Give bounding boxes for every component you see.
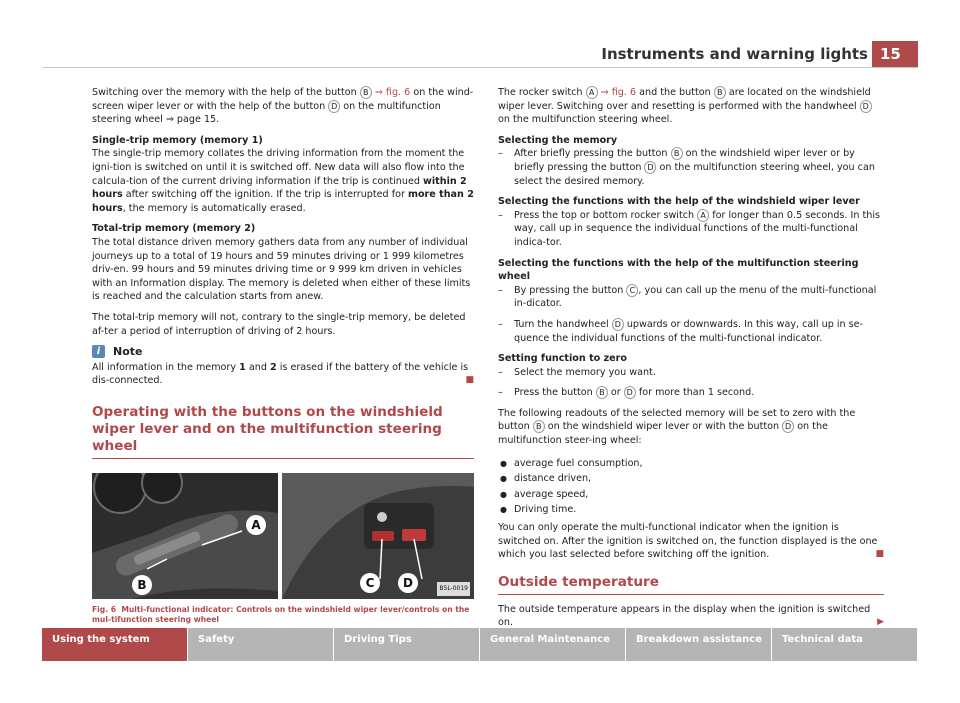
total-trip-heading: Total-trip memory (memory 2) xyxy=(92,223,256,235)
handwheel-d-label: D xyxy=(860,100,872,113)
button-b-label: B xyxy=(596,386,608,399)
tab-breakdown-assistance[interactable]: Breakdown assistance xyxy=(626,628,772,661)
note-heading: i Note xyxy=(92,345,474,359)
readouts-paragraph: The following readouts of the selected memory will be set to zero with the button B on the windshield wiper lever or with the button D on the multifunction steer-ing wheel: xyxy=(498,407,856,447)
total-trip-paragraph-2: The total-trip memory will not, contrary to the single-trip memory, be deleted af-ter a period of interruption of driving of 2 hours. xyxy=(92,311,466,337)
tab-driving-tips[interactable]: Driving Tips xyxy=(334,628,480,661)
figure-code: B5L-0019 xyxy=(437,582,470,596)
list-item: – Turn the handwheel D upwards or downwards. In this way, call up in se-quence the individual functions of the multi-functional indicator. xyxy=(498,318,864,344)
continue-arrow-icon: ▶ xyxy=(877,617,884,628)
handwheel-d-label: D xyxy=(612,318,624,331)
left-column xyxy=(92,86,474,625)
rocker-intro-paragraph: The rocker switch A ⇒ fig. 6 and the button B are located on the windshield wiper lever. Switching over and resetting is performed with the handwheel D on the multifunction steering wheel. xyxy=(498,87,871,126)
list-item: ● distance driven, xyxy=(500,473,592,485)
button-b-label: B xyxy=(360,86,372,99)
readouts-list xyxy=(498,457,884,517)
right-column xyxy=(498,86,884,637)
section-end-icon: ■ xyxy=(465,375,474,386)
list-item: – Press the top or bottom rocker switch A for longer than 0.5 seconds. In this way, call up in sequence the individual functions of the multi-functional indica-tor. xyxy=(498,209,880,248)
tab-technical-data[interactable]: Technical data xyxy=(772,628,918,661)
section-end-icon: ■ xyxy=(875,549,884,560)
wheel-functions-heading: Selecting the functions with the help of the multifunction steering wheel xyxy=(498,257,859,283)
list-item: – Select the memory you want. xyxy=(498,366,656,378)
tab-safety[interactable]: Safety xyxy=(188,628,334,661)
button-b-label: B xyxy=(533,420,545,433)
outside-temperature-paragraph: The outside temperature appears in the display when the ignition is switched on. ▶ xyxy=(498,603,884,629)
fig-6-link[interactable]: ⇒ fig. 6 xyxy=(374,87,411,98)
page-header-title: Instruments and warning lights xyxy=(601,45,868,63)
list-item: – By pressing the button C , you can call up the menu of the multi-functional in-dicator. xyxy=(498,284,877,310)
figure-caption: Fig. 6 Multi-functional indicator: Controls on the windshield wiper lever/controls on the mul-tifunction steering wheel xyxy=(92,604,470,624)
button-b-label: B xyxy=(714,86,726,99)
figure-label-d: D xyxy=(398,573,418,593)
single-trip-paragraph: The single-trip memory collates the driving information from the moment the igni-tion is switched on until it is switched off. New data will also flow into the calcula-tion of the current driving information if the trip is continued within 2 hours after switching off the ignition. If the trip is interrupted for more than 2 hours, the memory is automatically erased. xyxy=(92,148,474,214)
total-trip-paragraph-1: The total distance driven memory gathers data from any number of individual journeys up to a total of 19 hours and 59 minutes driving or 1 999 kilometres driv-en. 99 hours and 59 minutes driving time or 9 999 km driven in vehicles with an Information display. The memory is deleted when either of these limits is reached and the calculation starts from anew. xyxy=(92,236,471,303)
button-d-label: D xyxy=(644,161,656,174)
section-title-outside-temperature: Outside temperature xyxy=(498,574,884,595)
figure-6 xyxy=(92,473,474,599)
info-icon: i xyxy=(92,345,105,358)
section-title-operating: Operating with the buttons on the windshield wiper lever and on the multifunction steering wheel xyxy=(92,404,474,459)
button-b-label: B xyxy=(671,147,683,160)
figure-divider xyxy=(278,473,282,599)
note-paragraph: All information in the memory 1 and 2 is erased if the battery of the vehicle is dis-connected. ■ xyxy=(92,361,474,387)
figure-label-a: A xyxy=(246,515,266,535)
button-d-label: D xyxy=(782,420,794,433)
figure-label-c: C xyxy=(360,573,380,593)
list-item: – After briefly pressing the button B on the windshield wiper lever or by briefly pressing the button D on the multifunction steering wheel, you can select the desired memory. xyxy=(498,148,875,187)
tab-using-the-system[interactable]: Using the system xyxy=(42,628,188,661)
footer-nav xyxy=(42,628,918,661)
figure-label-b: B xyxy=(132,575,152,595)
button-d-label: D xyxy=(328,100,340,113)
wiper-functions-heading: Selecting the functions with the help of the windshield wiper lever xyxy=(498,196,860,208)
switch-a-label: A xyxy=(586,86,598,99)
list-item: – Press the button B or D for more than 1 second. xyxy=(498,387,755,399)
tab-general-maintenance[interactable]: General Maintenance xyxy=(480,628,626,661)
operate-paragraph: You can only operate the multi-functional indicator when the ignition is switched on. After the ignition is switched on, the function displayed is the one which you last selected before switching off the ignition. ■ xyxy=(498,522,884,561)
list-item: ● Driving time. xyxy=(500,504,577,516)
header-rule xyxy=(42,67,918,68)
select-memory-heading: Selecting the memory xyxy=(498,134,618,146)
switch-a-label: A xyxy=(697,209,709,222)
single-trip-heading: Single-trip memory (memory 1) xyxy=(92,134,263,146)
intro-paragraph: Switching over the memory with the help of the button B ⇒ fig. 6 on the wind-screen wiper lever or with the help of the button D on the multifunction steering wheel ⇒ page 15. xyxy=(92,87,474,126)
button-d-label: D xyxy=(624,386,636,399)
list-item: ● average fuel consumption, xyxy=(500,457,643,469)
fig-6-link-right[interactable]: ⇒ fig. 6 xyxy=(600,87,637,98)
zero-heading: Setting function to zero xyxy=(498,353,628,365)
list-item: ● average speed, xyxy=(500,488,589,500)
page-number: 15 xyxy=(872,41,918,67)
button-c-label: C xyxy=(626,284,638,297)
